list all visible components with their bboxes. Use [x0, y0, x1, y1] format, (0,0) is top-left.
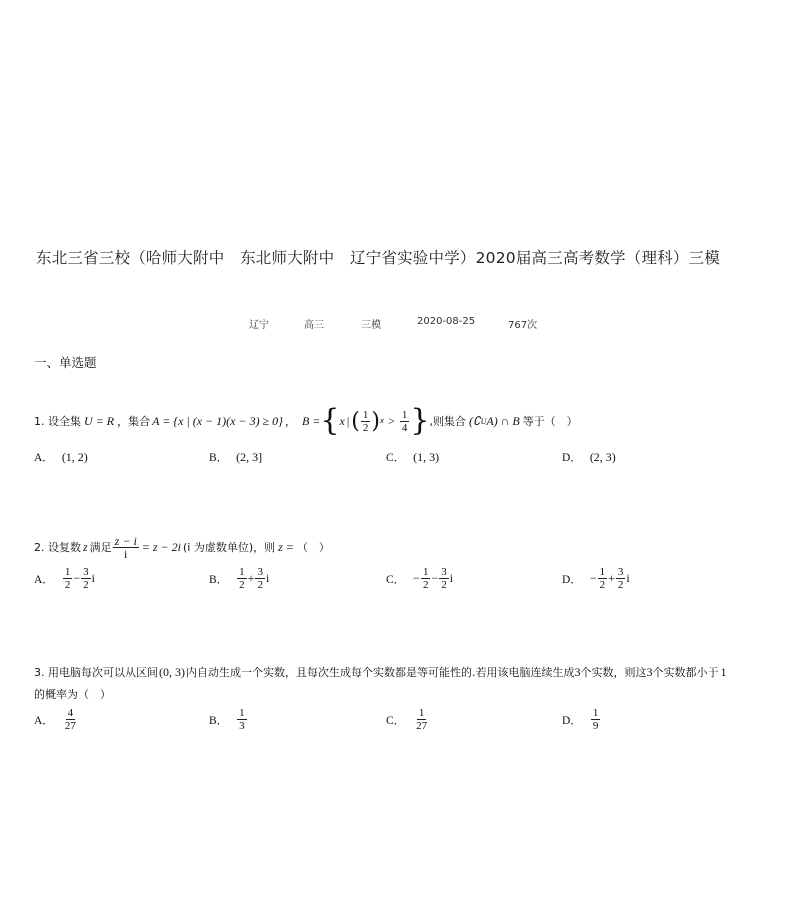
option-den: 9 — [592, 720, 599, 732]
q2-text-3: (i 为虚数单位)，则 — [182, 541, 276, 554]
option-den: 3 — [239, 720, 245, 732]
option-frac-a — [598, 566, 608, 591]
q2-fraction — [113, 535, 139, 560]
option-letter: D． — [562, 452, 582, 464]
q1-half-denominator: 2 — [362, 421, 369, 434]
q1-option-b[interactable] — [209, 449, 262, 465]
q1-exponent: x — [379, 417, 385, 425]
option-letter: A． — [34, 452, 54, 464]
q2-option-c[interactable] — [386, 566, 453, 591]
option-letter: C． — [386, 714, 406, 727]
q3-option-c[interactable] — [386, 707, 430, 732]
option-frac-b-num: 3 — [257, 566, 263, 578]
q1-set-b-bar: | — [346, 413, 350, 428]
q1-quarter-fraction — [400, 409, 410, 434]
q3-text-d: 个实数都小于 — [652, 666, 719, 679]
q1-complement-sub: U — [480, 416, 487, 426]
option-frac-a-num: 1 — [422, 566, 429, 578]
option-num: 4 — [67, 707, 74, 719]
option-num: 1 — [418, 707, 425, 719]
q2-number: 2. — [34, 540, 45, 554]
option-frac-a — [63, 566, 73, 591]
option-fraction — [63, 707, 78, 732]
meta-views: 767次 — [508, 320, 538, 331]
q1-quarter-denominator: 4 — [401, 421, 408, 434]
q3-text-c: 个实数，则这 — [580, 666, 647, 679]
left-paren-icon: ( — [351, 408, 360, 434]
option-frac-b-den: 2 — [441, 579, 447, 591]
option-frac-a — [421, 566, 431, 591]
option-unit: i — [626, 571, 630, 585]
q1-gt: > — [388, 413, 395, 428]
q1-option-a[interactable] — [34, 449, 88, 465]
option-frac-b-num: 3 — [617, 566, 624, 578]
option-frac-a-den: 2 — [239, 579, 245, 591]
option-letter: A． — [34, 714, 54, 727]
option-op: + — [608, 571, 615, 585]
option-frac-a-den: 2 — [599, 579, 606, 591]
q2-z: z — [83, 539, 88, 554]
q3-interval: (0, 3) — [159, 664, 185, 679]
meta-exam: 三模 — [361, 320, 381, 331]
option-frac-b-den: 2 — [83, 579, 89, 591]
option-sign: − — [589, 571, 597, 585]
q2-text-2: 满足 — [89, 541, 112, 554]
option-value: (1, 3) — [413, 449, 440, 464]
q2-option-b[interactable] — [209, 566, 269, 591]
option-value: (2, 3) — [589, 449, 616, 464]
q1-text-4: ,则集合 — [429, 415, 466, 428]
option-letter: A． — [34, 573, 54, 586]
option-unit: i — [265, 571, 270, 585]
option-unit: i — [91, 571, 95, 585]
option-letter: C． — [386, 452, 406, 464]
q3-line-2: 的概率为（ ） — [34, 688, 111, 701]
option-letter: B． — [209, 452, 229, 464]
q1-half-fraction — [361, 409, 371, 434]
option-frac-b — [616, 566, 626, 591]
option-frac-a-den: 2 — [422, 579, 429, 591]
section-heading: 一、单选题 — [34, 355, 97, 370]
meta-region: 辽宁 — [249, 320, 269, 331]
q2-text-1: 设复数 — [48, 541, 81, 554]
q1-half-numerator: 1 — [362, 408, 369, 421]
q1-option-c[interactable] — [386, 449, 439, 465]
option-frac-b — [255, 566, 265, 591]
page-title: 东北三省三校（哈师大附中 东北师大附中 辽宁省实验中学）2020届高三高考数学（理科）三模 — [36, 249, 720, 267]
option-frac-a-den: 2 — [64, 579, 71, 591]
q1-complement-rest: A) ∩ B — [486, 413, 520, 428]
option-letter: C． — [386, 573, 406, 586]
q3-text-b: 内自动生成一个实数，且每次生成每个实数都是等可能性的.若用该电脑连续生成 — [186, 666, 575, 679]
q2-option-d[interactable] — [562, 566, 630, 591]
option-letter: B． — [209, 573, 229, 586]
q1-number: 1. — [34, 414, 45, 428]
option-den: 27 — [64, 720, 76, 732]
option-frac-b-den: 2 — [617, 579, 624, 591]
q3-option-b[interactable] — [209, 707, 248, 732]
option-op: + — [247, 571, 255, 585]
option-num: 1 — [592, 707, 599, 719]
option-frac-a — [237, 566, 247, 591]
option-value: (1, 2) — [61, 449, 88, 464]
q2-fraction-numerator: z − i — [114, 533, 137, 548]
option-num: 1 — [239, 707, 245, 719]
meta-date: 2020-08-25 — [417, 316, 476, 327]
q2-text-5: （ ） — [296, 541, 330, 554]
q1-quarter-numerator: 1 — [401, 408, 408, 421]
left-brace-icon: { — [320, 403, 340, 438]
q1-set-b-var: x — [339, 413, 345, 428]
q1-text-5: 等于（ ） — [522, 415, 578, 428]
option-letter: D． — [562, 714, 582, 727]
option-frac-b — [439, 566, 449, 591]
q1-set-a: A = {x | (x − 1)(x − 3) ≥ 0} — [152, 413, 283, 428]
q2-equation: = z − 2i — [141, 539, 181, 554]
option-unit: i — [449, 571, 454, 585]
q3-text-a: 3. 用电脑每次可以从区间 — [34, 666, 158, 679]
q1-complement: (∁ — [468, 413, 481, 428]
option-frac-b — [81, 566, 91, 591]
q1-option-d[interactable] — [562, 449, 616, 465]
option-frac-b-num: 3 — [83, 566, 89, 578]
option-frac-b-num: 3 — [441, 566, 447, 578]
right-brace-icon: } — [410, 403, 430, 438]
q2-fraction-denominator: i — [124, 546, 128, 561]
q3-three-2: 3 — [646, 664, 653, 679]
option-letter: D． — [562, 573, 582, 586]
question-2 — [34, 532, 330, 562]
q1-universal-set: U = R — [84, 413, 115, 428]
option-letter: B． — [209, 714, 229, 727]
option-op: − — [73, 571, 81, 585]
q3-option-a[interactable] — [34, 707, 79, 732]
q2-option-a[interactable] — [34, 566, 95, 591]
option-frac-b-den: 2 — [257, 579, 263, 591]
option-fraction — [414, 707, 429, 732]
q2-z-eq: z = — [278, 539, 294, 554]
option-frac-a-num: 1 — [64, 566, 71, 578]
option-value: (2, 3] — [236, 449, 263, 464]
option-frac-a-num: 1 — [239, 566, 245, 578]
q3-option-d[interactable] — [562, 707, 601, 732]
q1-text-1: 设全集 — [48, 415, 81, 428]
q1-text-3: ， — [284, 415, 296, 428]
meta-grade: 高三 — [304, 320, 324, 331]
option-frac-a-num: 1 — [599, 566, 606, 578]
option-sign: − — [413, 571, 420, 585]
question-1 — [34, 402, 578, 440]
question-3 — [34, 664, 774, 702]
option-fraction — [237, 707, 247, 732]
option-fraction — [591, 707, 601, 732]
option-den: 27 — [416, 720, 428, 732]
q1-set-b-prefix: B = — [301, 413, 321, 428]
right-paren-icon: ) — [371, 408, 380, 434]
q1-text-2: ，集合 — [117, 415, 151, 428]
q3-one: 1 — [720, 664, 727, 679]
option-op: − — [431, 571, 439, 585]
q3-three: 3 — [574, 664, 581, 679]
